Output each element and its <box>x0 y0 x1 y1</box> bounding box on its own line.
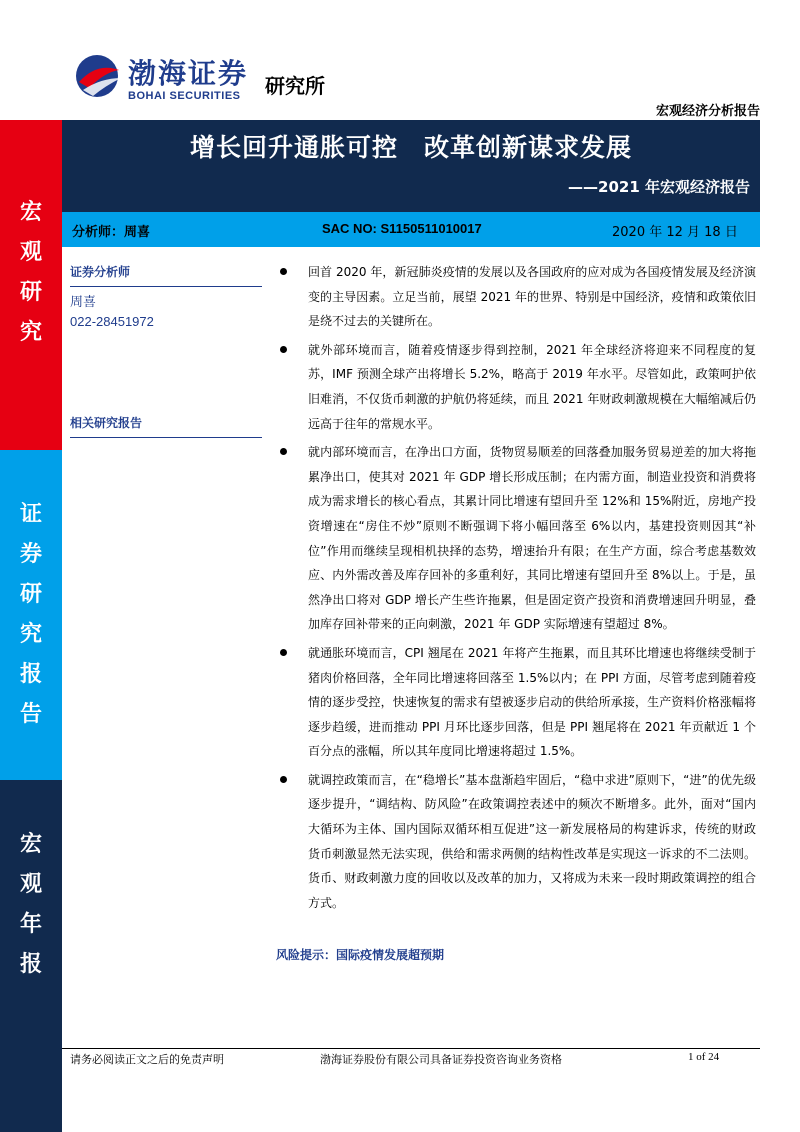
analyst-phone: 022-28451972 <box>70 314 154 329</box>
logo-english-name: BOHAI SECURITIES <box>128 90 241 102</box>
report-type-label: 宏观经济分析报告 <box>655 104 760 119</box>
bullet-icon <box>280 346 287 353</box>
summary-paragraph: 就内部环境而言，在净出口方面，货物贸易顺差的回落叠加服务贸易逆差的加大将拖累净出口，使其对 2021 年 GDP 增长形成压制；在内需方面，制造业投资和消费将成为需求增长的核心看点，其累计同比增速有望回升至 12%和 15%附近，房地产投资增速在“房住不炒”原则不断强调下将小幅回落至 6%以内，基建投资则因其“补位”作用而继续呈现相机抉择的态势，增速抬升有限；在生产方面，综合考虑基数效应、内外需改善及库存回补的多重利好，其同比增速有望回升至 8%以上。于是，虽然净出口将对 GDP 增长产生些许拖累，但是固定资产投资和消费增速回升明显，叠加库存回补带来的正向刺激，2021 年 GDP 实际增速有望超过 8%。 <box>276 440 756 637</box>
risk-warning: 风险提示：国际疫情发展超预期 <box>276 948 445 962</box>
analyst-name: 周喜 <box>70 294 97 309</box>
sidebar-section-macro-research <box>0 120 62 450</box>
related-reports-heading: 相关研究报告 <box>70 416 143 430</box>
sidebar-text-2: 证 券 研 究 报 告 <box>19 501 42 727</box>
analyst-heading: 证券分析师 <box>70 265 131 279</box>
report-subtitle: ——2021 年宏观经济报告 <box>568 178 750 196</box>
report-title: 增长回升通胀可控 改革创新谋求发展 <box>189 133 632 162</box>
report-date: 2020 年 12 月 18 日 <box>612 225 738 240</box>
logo-chinese-name: 渤海证券 <box>128 57 249 90</box>
footer-divider <box>62 1048 760 1049</box>
summary-paragraph: 就外部环境而言，随着疫情逐步得到控制，2021 年全球经济将迎来不同程度的复苏，IMF 预测全球产出将增长 5.2%，略高于 2019 年水平。尽管如此，政策呵护依旧难消，不仅货币刺激的护航仍将延续，而且 2021 年财政刺激规模在大幅缩减后仍远高于往年的常规水平。 <box>276 338 756 436</box>
analyst-info <box>70 263 262 329</box>
summary-paragraph: 就调控政策而言，在“稳增长”基本盘渐趋牢固后，“稳中求进”原则下，“进”的优先级逐步提升，“调结构、防风险”在政策调控表述中的频次不断增多。此外，面对“国内大循环为主体、国内国际双循环相互促进”这一新发展格局的构建诉求，传统的财政货币刺激显然无法实现，供给和需求两侧的结构性改革是实现这一诉求的不二法则。货币、财政刺激力度的回收以及改革的加力，又将成为未来一段时期政策调控的组合方式。 <box>276 768 756 916</box>
bullet-icon <box>280 448 287 455</box>
sac-number: SAC NO: S1150511010017 <box>322 221 482 236</box>
sidebar-text-3: 宏 观 年 报 <box>19 831 42 977</box>
sidebar-section-macro-annual <box>0 780 62 1132</box>
page-number: 1 of 24 <box>688 1051 720 1063</box>
summary-content <box>276 260 756 919</box>
footer-qualification: 渤海证券股份有限公司具备证券投资咨询业务资格 <box>320 1053 562 1066</box>
institute-label: 研究所 <box>265 74 325 98</box>
bullet-icon <box>280 268 287 275</box>
summary-paragraph: 就通胀环境而言，CPI 翘尾在 2021 年将产生拖累，而且其环比增速也将继续受制于猪肉价格回落，全年同比增速将回落至 1.5%以内；在 PPI 方面，尽管考虑到随着疫情的逐步受控，快速恢复的需求有望被逐步启动的供给所承接，生产资料价格涨幅将逐步趋缓，进而推动 PPI 月环比逐步回落，但是 PPI 翘尾将在 2021 年贡献近 1 个百分点的涨幅，所以其年度同比增速将超过 1.5%。 <box>276 641 756 764</box>
related-reports <box>70 414 262 438</box>
sidebar-text-1: 宏 观 研 究 <box>19 199 42 345</box>
summary-paragraph: 回首 2020 年，新冠肺炎疫情的发展以及各国政府的应对成为各国疫情发展及经济演变的主导因素。立足当前，展望 2021 年的世界、特别是中国经济，疫情和政策依旧是绕不过去的关键所在。 <box>276 260 756 334</box>
bohai-logo-icon <box>75 52 123 100</box>
sidebar-section-securities-report <box>0 450 62 780</box>
bullet-icon <box>280 776 287 783</box>
related-reports-divider <box>70 437 262 438</box>
analyst-heading-divider <box>70 286 262 287</box>
footer-disclaimer: 请务必阅读正文之后的免责声明 <box>70 1053 224 1066</box>
analyst-label: 分析师：周喜 <box>72 225 151 240</box>
bullet-icon <box>280 649 287 656</box>
